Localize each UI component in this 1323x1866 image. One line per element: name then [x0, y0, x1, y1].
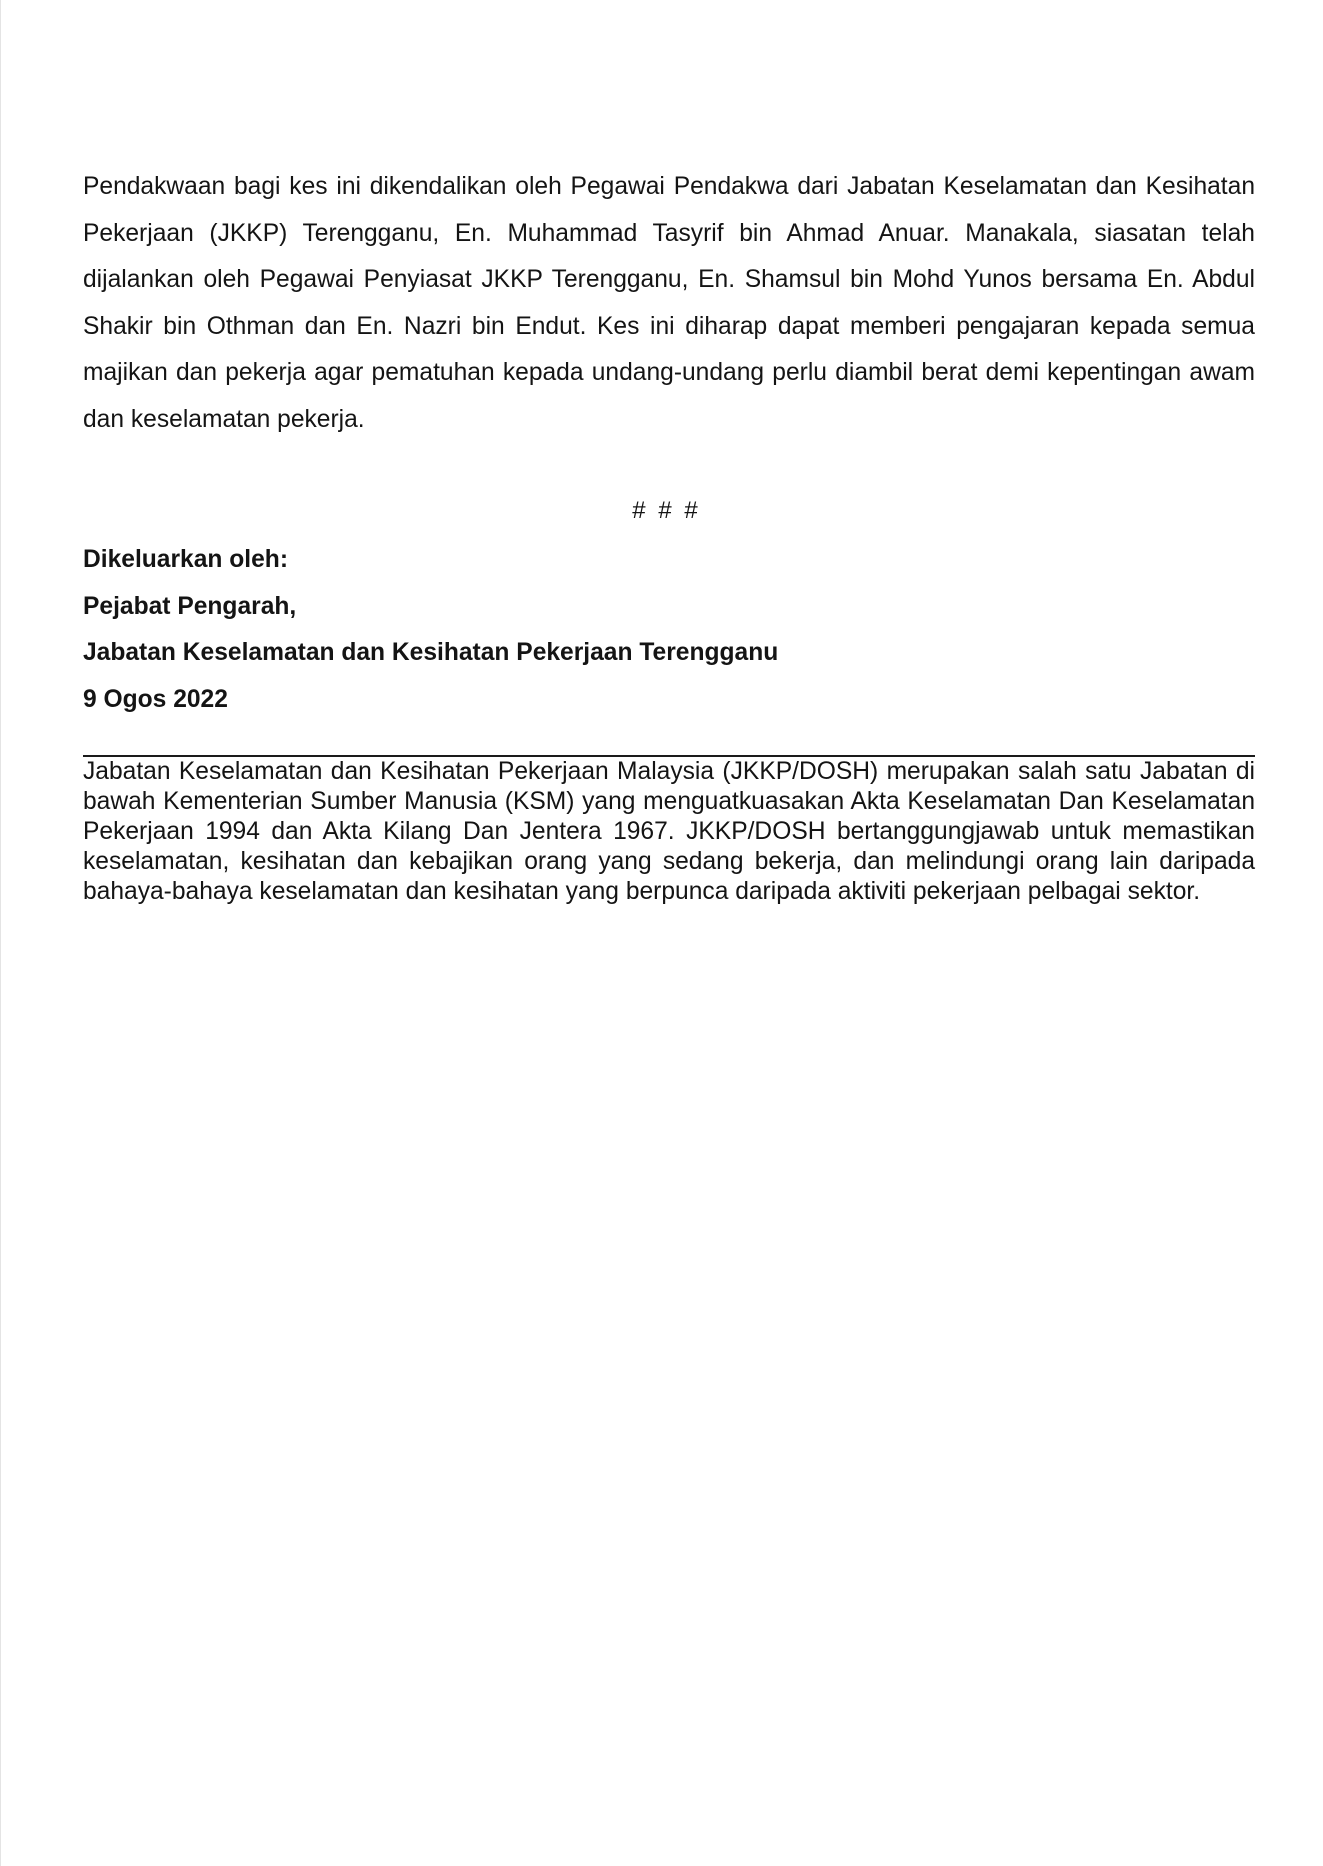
issued-by-label: Dikeluarkan oleh:	[83, 546, 289, 573]
issuing-department: Jabatan Keselamatan dan Kesihatan Pekerjaan Terengganu	[83, 639, 779, 666]
issue-date: 9 Ogos 2022	[83, 685, 228, 713]
section-separator: # # #	[632, 497, 701, 524]
prosecution-paragraph: Pendakwaan bagi kes ini dikendalikan oleh Pegawai Pendakwa dari Jabatan Keselamatan dan Kesihatan Pekerjaan (JKKP) Terengganu, En. Muhammad Tasyrif bin Ahmad Anuar. Manakala, siasatan telah dijalankan oleh Pegawai Penyiasat JKKP Terengganu, En. Shamsul bin Mohd Yunos bersama En. Abdul Shakir bin Othman dan En. Nazri bin Endut. Kes ini diharap dapat memberi pengajaran kepada semua majikan dan pekerja agar pematuhan kepada undang-undang perlu diambil berat demi kepentingan awam dan keselamatan pekerja.	[83, 173, 1255, 433]
issued-by-block	[83, 537, 778, 723]
footer-note: Jabatan Keselamatan dan Kesihatan Pekerjaan Malaysia (JKKP/DOSH) merupakan salah satu Jabatan di bawah Kementerian Sumber Manusia (KSM) yang menguatkuasakan Akta Keselamatan Dan Keselamatan Pekerjaan 1994 dan Akta Kilang Dan Jentera 1967. JKKP/DOSH bertanggungjawab untuk memastikan keselamatan, kesihatan dan kebajikan orang yang sedang bekerja, dan melindungi orang lain daripada bahaya-bahaya keselamatan dan kesihatan yang berpunca daripada aktiviti pekerjaan pelbagai sektor.	[83, 758, 1255, 905]
issuing-office: Pejabat Pengarah,	[83, 592, 297, 620]
